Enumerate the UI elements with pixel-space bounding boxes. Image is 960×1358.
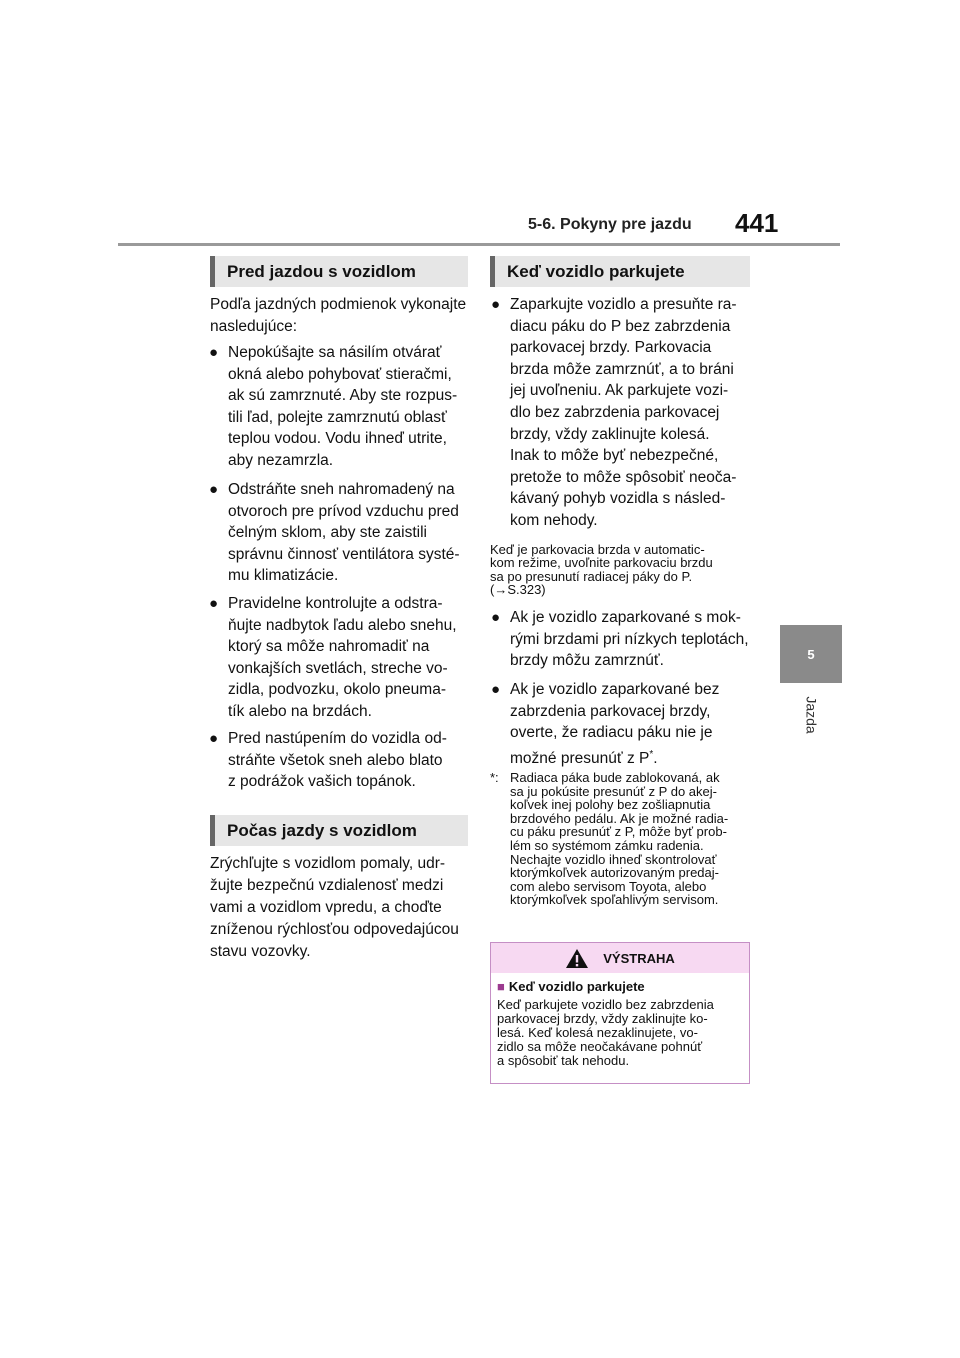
text-line: a spôsobiť tak nehodu.: [497, 1053, 630, 1068]
text-line: Nepokúšajte sa násilím otvárať: [228, 344, 442, 361]
text-line: koľvek inej polohy bez zošliapnutia: [510, 797, 711, 813]
list-item: [209, 728, 472, 793]
text-line: vonkajších svetlách, streche vo-: [228, 659, 448, 677]
list-item: [209, 342, 472, 472]
chapter-number: 5: [807, 646, 815, 662]
text-line: Ak je vozidlo zaparkované bez: [510, 681, 720, 698]
warning-box: [490, 942, 750, 1084]
text-line: kom režime, uvoľnite parkovaciu brzdu: [490, 555, 713, 571]
section-title-text: Počas jazdy s vozidlom: [227, 820, 417, 840]
text-line: ak sú zamrznuté. Aby ste rozpus-: [228, 387, 458, 405]
text-line: Podľa jazdných podmienok vykonajte: [210, 296, 467, 313]
section-title-text: Pred jazdou s vozidlom: [227, 261, 416, 281]
bullet-icon: ●: [209, 344, 219, 361]
text-line: stráňte všetok sneh alebo blato: [228, 751, 443, 769]
text-line: zidlo sa môže neočakávane pohnúť: [497, 1039, 703, 1054]
text-line: Keď je parkovacia brzda v automatic-: [490, 542, 705, 557]
chapter-label: [782, 690, 842, 740]
text-line: Zrýchľujte s vozidlom pomaly, udr-: [210, 855, 446, 872]
text-fragment: možné presunúť z P: [510, 749, 650, 767]
driving-paragraph: [210, 853, 472, 963]
text-line: Pred nastúpením do vozidla od-: [228, 730, 447, 747]
text-line: zabrzdenia parkovacej brzdy,: [510, 702, 711, 720]
text-line: lesá. Keď kolesá nezaklinujete, vo-: [497, 1025, 698, 1040]
text-line: Odstráňte sneh nahromadený na: [228, 481, 455, 498]
bullet-icon: ●: [491, 681, 501, 698]
text-line: rými brzdami pri nízkych teplotách,: [510, 630, 749, 648]
text-line: dlo bez zabrzdenia parkovacej: [510, 403, 720, 421]
text-line: sa po presunutí radiacej páky do P.: [490, 568, 693, 584]
list-item: [209, 593, 472, 723]
text-line: brzdy môžu zamrznúť.: [510, 652, 664, 670]
text-line: Radiaca páka bude zablokovaná, ak: [510, 770, 720, 785]
parking-brake-note: [490, 543, 752, 597]
text-line: parkovacej brzdy. Parkovacia: [510, 339, 712, 357]
footnote-mark: *:: [490, 770, 499, 785]
text-line: kom nehody.: [510, 511, 598, 529]
text-line: tili ľad, polejte zamrznutú oblasť: [228, 408, 447, 426]
text-line: ňujte nadbytok ľadu alebo snehu,: [228, 616, 457, 634]
text-line: aby nezamrzla.: [228, 451, 334, 469]
bullet-icon: ●: [209, 730, 219, 747]
text-line: nasledujúce:: [210, 317, 298, 335]
list-item: [209, 479, 472, 587]
header-section-title: 5-6. Pokyny pre jazdu: [528, 216, 692, 233]
text-line: kávaný pohyb vozidla s násled-: [510, 490, 726, 508]
header-divider: [118, 243, 840, 246]
warning-subtitle-text: Keď vozidlo parkujete: [508, 979, 645, 994]
list-item: [491, 294, 754, 532]
text-line: žujte bezpečnú vzdialenosť medzi: [210, 877, 444, 894]
text-line: sa ju pokúsite presunúť z P do akej-: [510, 783, 717, 799]
footnote-marker: *: [649, 748, 654, 760]
chapter-label-text: Jazda: [803, 696, 820, 734]
bullet-icon: ●: [209, 595, 219, 612]
chapter-tab: [780, 625, 842, 683]
bullet-icon: ●: [491, 296, 501, 313]
text-line: mu klimatizácie.: [228, 567, 339, 585]
footnote: [490, 771, 752, 907]
warning-label: VÝSTRAHA: [603, 950, 675, 966]
text-line: z podrážok vašich topánok.: [228, 773, 416, 791]
text-line: zníženou rýchlosťou odpovedajúcou: [210, 921, 459, 938]
text-line: Pravidelne kontrolujte a odstra-: [228, 595, 443, 612]
text-line: overte, že radiacu páku nie je: [510, 724, 713, 742]
text-line: okná alebo pohybovať stieračmi,: [228, 365, 452, 383]
text-line: zidla, podvozku, okolo pneuma-: [228, 681, 446, 699]
text-line: Ak je vozidlo zaparkované s mok-: [510, 609, 741, 626]
text-fragment: .: [653, 749, 658, 767]
square-bullet-icon: ■: [497, 979, 505, 994]
section-title-while-driving: [210, 815, 468, 846]
bullet-icon: ●: [491, 609, 501, 626]
text-line: lém so systémom zámku radenia.: [510, 837, 704, 853]
text-line: parkovacej brzdy, vždy zaklinujte ko-: [497, 1011, 708, 1026]
section-title-before-driving: [210, 256, 468, 287]
text-line: com alebo servisom Toyota, alebo: [510, 878, 707, 894]
text-line: Keď parkujete vozidlo bez zabrzdenia: [497, 997, 714, 1012]
text-line: ktorýmkoľvek spoľahlivým servisom.: [510, 892, 719, 908]
text-line: brzdy, vždy zaklinujte kolesá.: [510, 425, 710, 443]
text-line: teplou vodou. Vodu ihneď utrite,: [228, 430, 447, 448]
text-line: brzdového pedálu. Ak je možné radia-: [510, 810, 729, 826]
text-line: cu páku presunúť z P, môže byť prob-: [510, 824, 727, 840]
warning-triangle-icon: [565, 948, 589, 969]
warning-subtitle: [497, 979, 645, 994]
text-line: stavu vozovky.: [210, 943, 311, 960]
text-line: Zaparkujte vozidlo a presuňte ra-: [510, 296, 737, 313]
page-number: 441: [735, 208, 779, 238]
intro-paragraph: [210, 294, 472, 337]
bullet-icon: ●: [209, 481, 219, 498]
text-line: [510, 744, 754, 770]
text-line: Nechajte vozidlo ihneď skontrolovať: [510, 851, 717, 867]
section-title-text: Keď vozidlo parkujete: [507, 261, 685, 281]
text-line: ktorýmkoľvek autorizovaným predaj-: [510, 865, 719, 881]
text-line: diacu páku do P bez zabrzdenia: [510, 317, 731, 335]
text-line: ktorý sa môže nahromadiť na: [228, 638, 430, 656]
text-line: otvoroch pre prívod vzduchu pred: [228, 502, 459, 520]
list-item: [491, 679, 754, 770]
warning-header: [491, 943, 749, 973]
warning-text: [497, 998, 745, 1068]
text-line: čelným sklom, aby ste zaistili: [228, 524, 427, 542]
list-item: [491, 607, 754, 672]
text-line: jej uvoľneniu. Ak parkujete vozi-: [510, 382, 729, 400]
text-line: Inak to môže byť nebezpečné,: [510, 447, 719, 465]
section-title-parking: [490, 256, 750, 287]
text-line: vami a vozidlom vpredu, a choďte: [210, 899, 442, 916]
text-line: tík alebo na brzdách.: [228, 702, 372, 720]
text-line: (→S.323): [490, 582, 546, 598]
text-line: brzda môže zamrznúť, a to bráni: [510, 360, 734, 378]
text-line: správnu činnosť ventilátora systé-: [228, 545, 460, 563]
text-line: pretože to môže spôsobiť neoča-: [510, 468, 737, 486]
